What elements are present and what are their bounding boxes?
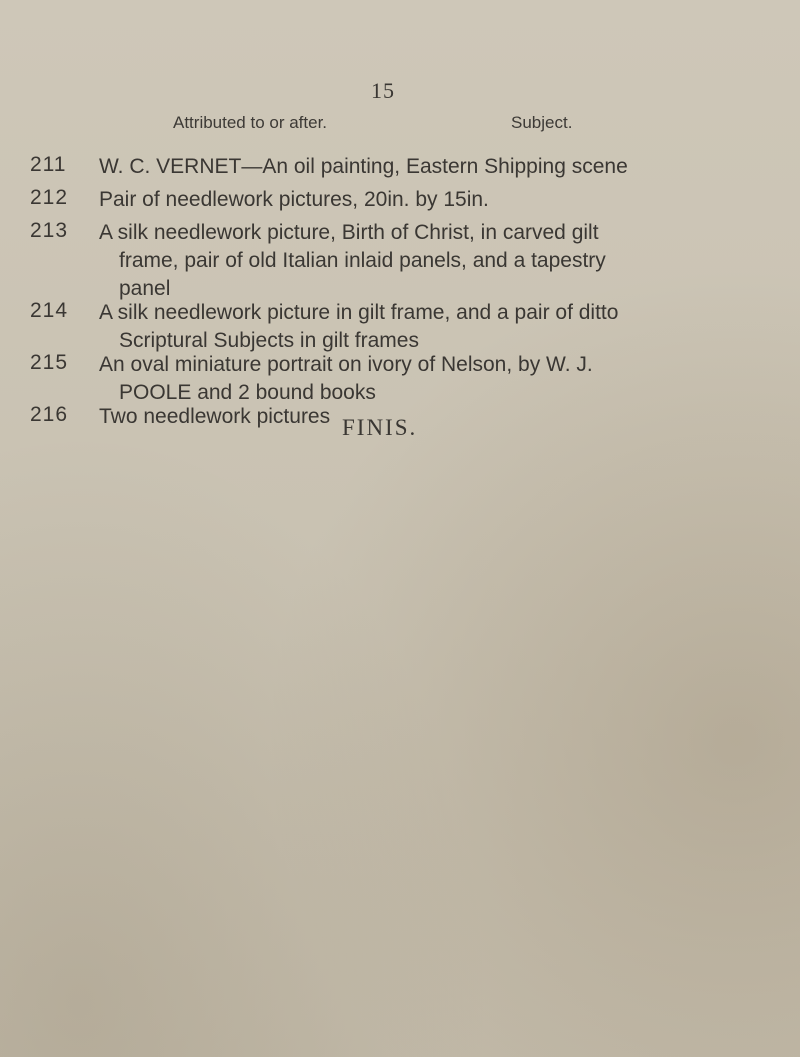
lot-number: 213 — [30, 219, 69, 242]
page-number: 15 — [371, 78, 395, 103]
header-subject: Subject. — [511, 113, 573, 132]
lot-line: POOLE and 2 bound books — [119, 381, 376, 404]
lot-line: Scriptural Subjects in gilt frames — [119, 329, 419, 352]
lot-number: 212 — [30, 186, 69, 209]
lot-number: 216 — [30, 403, 69, 426]
lot-description — [99, 186, 659, 214]
lot-number: 215 — [30, 351, 69, 374]
lot-line: W. C. VERNET—An oil painting, Eastern Shipping scene — [99, 155, 628, 178]
lot-description — [99, 219, 659, 303]
finis-text: FINIS. — [342, 415, 418, 440]
lot-number: 211 — [30, 153, 67, 176]
lot-number: 214 — [30, 299, 69, 322]
lot-line: An oval miniature portrait on ivory of Nelson, by W. J. — [99, 353, 593, 376]
lot-line: panel — [119, 277, 171, 300]
lot-line: A silk needlework picture, Birth of Christ, in carved gilt — [99, 221, 599, 244]
lot-description — [99, 153, 659, 181]
lot-line: Two needlework pictures — [99, 405, 331, 428]
header-attributed: Attributed to or after. — [173, 113, 328, 132]
lot-description — [99, 299, 659, 355]
lot-line: Pair of needlework pictures, 20in. by 15in. — [99, 188, 489, 211]
lot-description — [99, 351, 659, 407]
lot-line: A silk needlework picture in gilt frame, and a pair of ditto — [99, 301, 619, 324]
lot-line: frame, pair of old Italian inlaid panels, and a tapestry — [119, 249, 606, 272]
